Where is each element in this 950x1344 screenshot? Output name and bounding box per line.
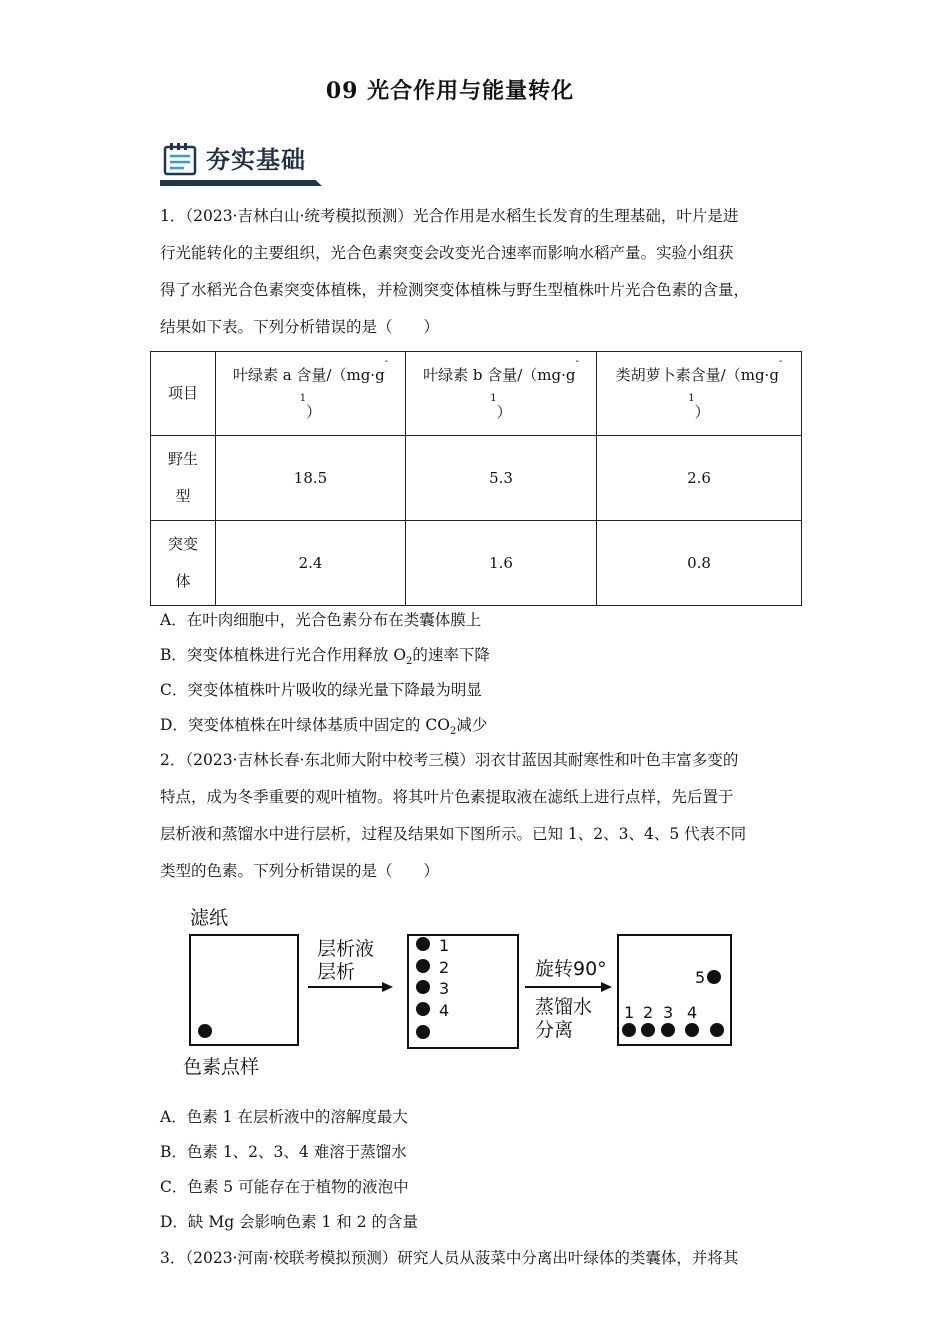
q1-option-d[interactable]: D．突变体植株在叶绿体基质中固定的 $CO_2$减少 <box>160 716 488 738</box>
q2-line: 2．（2023·吉林长春·东北师大附中校考三模）羽衣甘蓝因其耐寒性和叶色丰富多变的 <box>160 751 739 769</box>
chromatography-diagram <box>175 900 755 1090</box>
header-chlorophyll-b: 叶绿素 b 含量/（mg·g- $^1$） <box>406 352 597 436</box>
dot-label: 3 <box>663 1003 674 1022</box>
q1-line: 得了水稻光合色素突变体植株，并检测突变体植株与野生型植株叶片光合色素的含量， <box>160 281 750 299</box>
pigment-dot <box>416 959 430 973</box>
table-header-row <box>151 352 802 436</box>
q2-stem <box>160 742 785 890</box>
filter-paper-label: 滤纸 <box>190 907 229 929</box>
header-chlorophyll-a: 叶绿素 a 含量/（mg·g- $^1$） <box>216 352 406 436</box>
q2-line: 类型的色素。下列分析错误的是（ ） <box>160 862 440 880</box>
table-row <box>151 436 802 521</box>
table-corner: 项目 <box>151 352 216 436</box>
table-cell: 1.6 <box>406 521 597 606</box>
q2-option-b[interactable]: B．色素 1、2、3、4 难溶于蒸馏水 <box>160 1143 407 1161</box>
pigment-dot <box>416 1002 430 1016</box>
q1-line: 1．（2023·吉林白山·统考模拟预测）光合作用是水稻生长发育的生理基础，叶片是进 <box>160 207 739 225</box>
pigment-dot <box>685 1023 699 1037</box>
dot-label: 2 <box>439 958 450 977</box>
pigment-table <box>150 351 802 606</box>
step2-label-top: 旋转90° <box>535 958 607 980</box>
page-title: 09 光合作用与能量转化 <box>325 78 575 104</box>
q1-option-a[interactable]: A．在叶肉细胞中，光合色素分布在类囊体膜上 <box>160 611 482 629</box>
header-carotenoid: 类胡萝卜素含量/（mg·g- $^1$） <box>597 352 802 436</box>
q1-stem <box>160 198 785 346</box>
pigment-dot <box>661 1023 675 1037</box>
sample-label: 色素点样 <box>183 1056 260 1078</box>
dot-label: 2 <box>643 1003 654 1022</box>
dot-label: 5 <box>695 968 706 987</box>
table-cell: 0.8 <box>597 521 802 606</box>
pigment-dot <box>416 1025 430 1039</box>
sample-dot <box>198 1024 212 1038</box>
dot-label: 1 <box>624 1003 635 1022</box>
q1-line: 结果如下表。下列分析错误的是（ ） <box>160 318 440 336</box>
pigment-dot <box>710 1023 724 1037</box>
step2-label-bottom: 分离 <box>535 1019 574 1041</box>
table-row <box>151 521 802 606</box>
q3-stem: 3．（2023·河南·校联考模拟预测）研究人员从菠菜中分离出叶绿体的类囊体，并将其 <box>160 1249 739 1267</box>
pigment-dot <box>416 937 430 951</box>
section-label: 夯实基础 <box>206 146 306 174</box>
pigment-dot <box>416 980 430 994</box>
dot-label: 4 <box>687 1003 698 1022</box>
step1-label-top: 层析液 <box>317 938 375 960</box>
dot-label: 4 <box>439 1001 450 1020</box>
table-cell: 2.6 <box>597 436 802 521</box>
q2-option-a[interactable]: A．色素 1 在层析液中的溶解度最大 <box>160 1108 408 1126</box>
arrow-2-head <box>601 982 612 992</box>
pigment-dot-5 <box>707 970 721 984</box>
q1-option-b[interactable]: B．突变体植株进行光合作用释放 $O_2$的速率下降 <box>160 646 490 668</box>
notepad-icon <box>162 142 202 176</box>
q2-line: 特点，成为冬季重要的观叶植物。将其叶片色素提取液在滤纸上进行点样，先后置于 <box>160 788 734 806</box>
table-cell: 18.5 <box>216 436 406 521</box>
q1-option-c[interactable]: C．突变体植株叶片吸收的绿光量下降最为明显 <box>160 681 482 699</box>
row-label-wild: 野生 型 <box>151 436 216 521</box>
pigment-dot <box>641 1023 655 1037</box>
arrow-1-head <box>382 982 393 992</box>
step1-label-bottom: 层析 <box>317 961 356 983</box>
q2-option-d[interactable]: D．缺 Mg 会影响色素 1 和 2 的含量 <box>160 1213 419 1231</box>
dot-label: 1 <box>439 936 450 955</box>
table-cell: 5.3 <box>406 436 597 521</box>
q2-option-c[interactable]: C．色素 5 可能存在于植物的液泡中 <box>160 1178 409 1196</box>
pigment-dot <box>622 1023 636 1037</box>
q2-line: 层析液和蒸馏水中进行层析，过程及结果如下图所示。已知 1、2、3、4、5 代表不同 <box>160 825 747 843</box>
section-underline <box>160 180 322 186</box>
row-label-mutant: 突变 体 <box>151 521 216 606</box>
step2-label-mid: 蒸馏水 <box>535 996 593 1018</box>
table-cell: 2.4 <box>216 521 406 606</box>
section-header <box>160 138 330 190</box>
q1-line: 行光能转化的主要组织，光合色素突变会改变光合速率而影响水稻产量。实验小组获 <box>160 244 734 262</box>
dot-label: 3 <box>439 979 450 998</box>
